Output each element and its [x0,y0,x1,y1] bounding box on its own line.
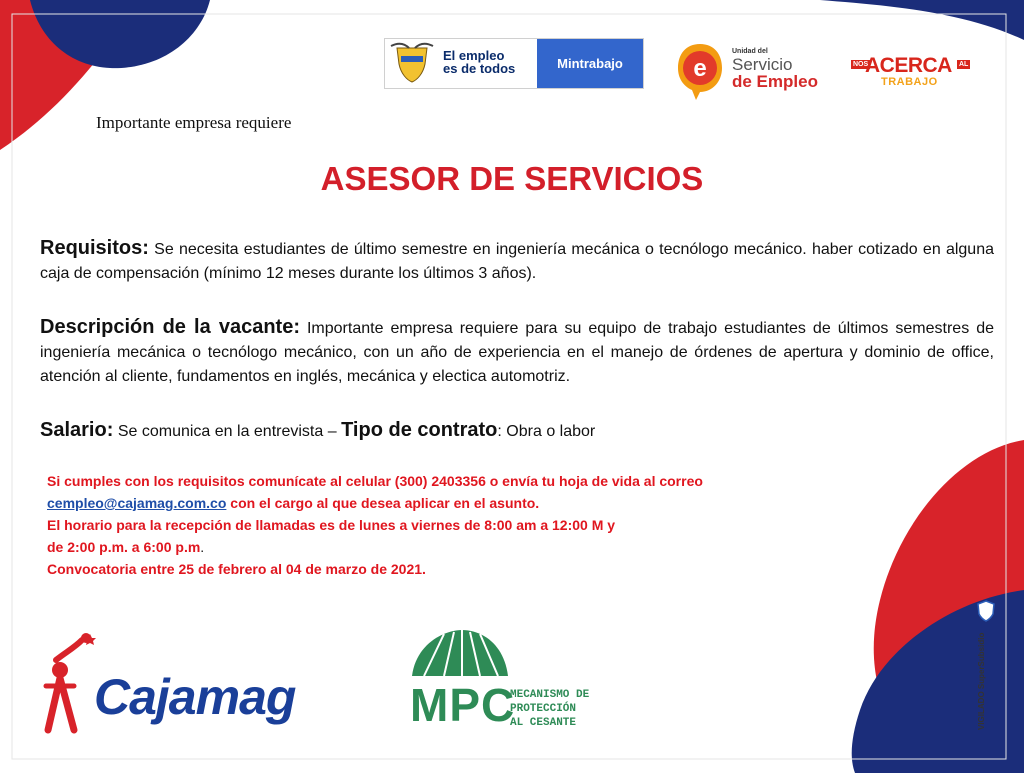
acerca-nos: NOS [853,61,869,68]
vigilado-badge [970,600,1002,740]
supersubsidio-shield-icon [976,600,996,622]
nos-acerca-al-trabajo-logo [851,54,981,94]
cajamag-logo [38,630,328,740]
mintrabajo-label: Mintrabajo [537,39,643,88]
contrato-value: Obra o labor [506,423,596,440]
mpc-line2: PROTECCIÓN [510,703,577,715]
contact-line4: de 2:00 p.m. a 6:00 p.m [47,539,201,555]
email-link[interactable]: cempleo@cajamag.com.co [47,495,227,511]
se-small-label: Unidad del [732,48,768,55]
intro-text: Importante empresa requiere [96,113,292,132]
descripcion-text: Importante empresa requiere para su equipo de trabajo estudiantes de últimos semestres de ingeniería mecánica o tecnólogo mecánico, con un año de experiencia en el manejo de órdenes de apertura y dominio de office, atención al cliente, fundamentos en inglés, mecánica y electica automotriz. [40,320,994,385]
contact-line4-wrap: de 2:00 p.m. a 6:00 p.m. [47,539,205,555]
mpc-logo [404,626,594,751]
servicio-empleo-e-icon [676,42,724,102]
coat-of-arms-icon [389,42,435,84]
contact-line3: El horario para la recepción de llamadas es de lunes a viernes de 8:00 am a 12:00 M y [47,517,616,533]
gov-line2: es de todos [443,61,516,76]
se-line2: de Empleo [732,72,818,91]
acerca-trabajo: TRABAJO [881,76,938,88]
contact-info [47,470,847,580]
salario-value: Se comunica en la entrevista – [117,423,337,440]
salario-label: Salario [40,419,107,441]
se-line1: Servicio [732,55,793,74]
contact-line5: Convocatoria entre 25 de febrero al 04 de marzo de 2021. [47,561,426,577]
mpc-side-text [510,688,589,730]
contact-line2 [47,492,847,514]
descripcion-section [40,315,994,389]
gov-line1: El empleo [443,48,505,63]
top-right-arc [820,0,1024,40]
contact-line2-rest: con el cargo al que desea aplicar en el asunto. [230,495,540,511]
descripcion-label: Descripción de la vacante: [40,316,300,338]
requisitos-section: Requisitos: Se necesita estudiantes de último semestre en ingeniería mecánica o tecnólogo mecánico. haber cotizado en alguna caja de compensación (mínimo 12 meses durante los últimos 3 años). [40,237,994,282]
mpc-line1: MECANISMO DE [510,689,590,701]
requisitos-text: Se necesita estudiantes de último semestre en ingeniería mecánica o tecnólogo mecánico. haber cotizado en alguna caja de compensación (mínimo 12 meses durante los últimos 3 años). [40,241,994,282]
mpc-line3: AL CESANTE [510,717,577,729]
svg-text:e: e [693,55,707,82]
acerca-big: ACERCA [865,54,952,77]
vigilado-text: VIGILADO SuperSubsidio [977,632,986,730]
el-empleo-es-de-todos-logo [384,38,644,89]
servicio-de-empleo-logo [676,40,836,104]
requisitos-label: Requisitos [40,237,143,259]
page-title: ASESOR DE SERVICIOS [320,160,704,197]
contrato-label: Tipo de contrato [341,419,498,441]
salario-section: Salario: Se comunica en la entrevista – Tipo de contrato: Obra o labor [40,419,596,441]
cajamag-wordmark: Cajamag [94,669,296,725]
acerca-al: AL [959,61,969,68]
cajamag-figure-icon [38,630,98,740]
umbrella-icon [404,626,514,682]
contact-line1: Si cumples con los requisitos comunícate al celular (300) 2403356 o envía tu hoja de vida al correo [47,473,703,489]
mpc-letters: MPC [410,679,516,731]
